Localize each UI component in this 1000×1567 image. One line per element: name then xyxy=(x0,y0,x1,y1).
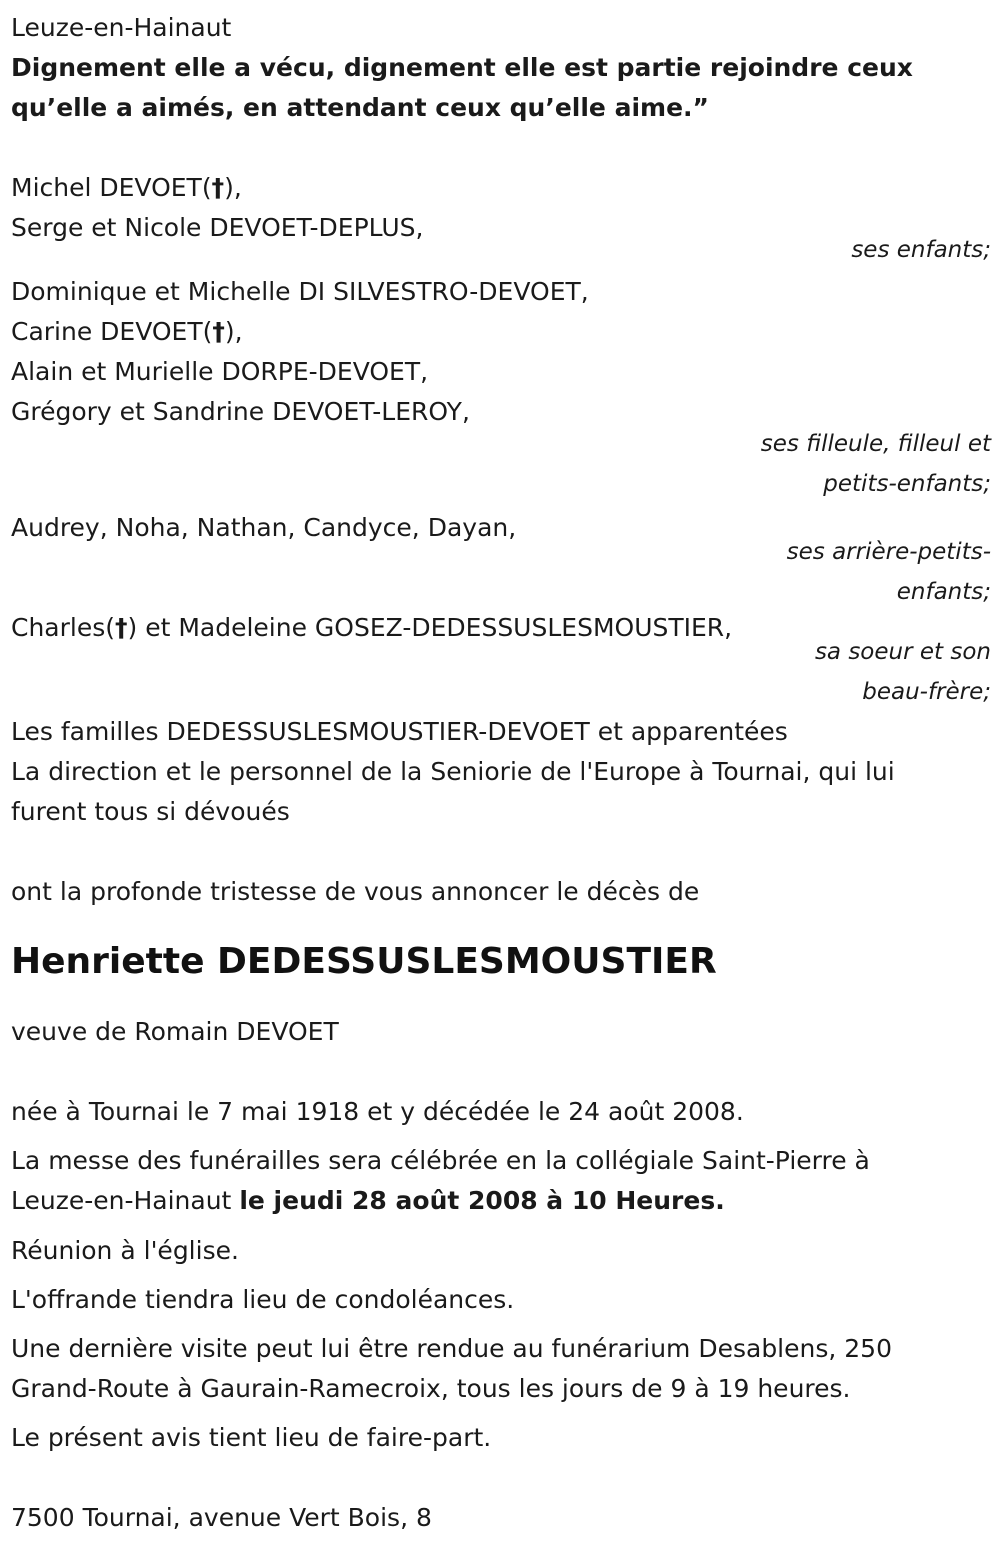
address: 7500 Tournai, avenue Vert Bois, 8 xyxy=(11,1503,432,1532)
families-line-3: furent tous si dévoués xyxy=(11,797,290,826)
spacer xyxy=(11,912,991,937)
great-grandchildren-names: Audrey, Noha, Nathan, Candyce, Dayan, xyxy=(11,513,517,542)
funeral-mass-line-2 xyxy=(11,1181,991,1221)
grandchild-gregory-sandrine: Grégory et Sandrine DEVOET-LEROY, xyxy=(11,397,470,426)
obituary-notice xyxy=(11,8,991,1538)
funeral-mass-line-1: La messe des funérailles sera célébrée en la collégiale Saint-Pierre à xyxy=(11,1146,870,1175)
child-michel xyxy=(11,168,991,208)
relation-grandchildren-line-2: petits-enfants; xyxy=(823,471,991,497)
spacer xyxy=(11,832,991,872)
notice-text: Le présent avis tient lieu de faire-part. xyxy=(11,1423,492,1452)
deceased-name: Henriette DEDESSUSLESMOUSTIER xyxy=(11,941,717,982)
families-line-1: Les familles DEDESSUSLESMOUSTIER-DEVOET et apparentées xyxy=(11,717,788,746)
relation-siblings-line-1: sa soeur et son xyxy=(814,639,991,665)
grandchild-carine-end: ), xyxy=(224,317,243,346)
grandchild-carine-name: Carine DEVOET( xyxy=(11,317,213,346)
child-michel-name: Michel DEVOET( xyxy=(11,173,212,202)
grandchild-alain-murielle: Alain et Murielle DORPE-DEVOET, xyxy=(11,357,429,386)
cross-icon: † xyxy=(115,613,128,642)
families-line-2: La direction et le personnel de la Seniorie de l'Europe à Tournai, qui lui xyxy=(11,757,895,786)
relation-siblings-line-2: beau-frère; xyxy=(862,679,991,705)
quote-line-2: qu’elle a aimés, en attendant ceux qu’elle aime.” xyxy=(11,93,709,122)
child-michel-end: ), xyxy=(224,173,242,202)
offering-note: L'offrande tiendra lieu de condoléances. xyxy=(11,1285,515,1314)
relation-children: ses enfants; xyxy=(851,237,991,263)
funeral-mass-date: le jeudi 28 août 2008 à 10 Heures. xyxy=(239,1186,725,1215)
visit-line-2: Grand-Route à Gaurain-Ramecroix, tous les jours de 9 à 19 heures. xyxy=(11,1374,851,1403)
sibling-charles-name: Charles( xyxy=(11,613,116,642)
birth-death-dates: née à Tournai le 7 mai 1918 et y décédée le 24 août 2008. xyxy=(11,1097,744,1126)
meeting-place: Réunion à l'église. xyxy=(11,1236,239,1265)
spacer xyxy=(11,987,991,1012)
child-serge-nicole: Serge et Nicole DEVOET-DEPLUS, xyxy=(11,213,424,242)
relation-great-grandchildren-line-1: ses arrière-petits- xyxy=(786,539,991,565)
spacer xyxy=(11,1458,991,1498)
sibling-madeleine-name: ) et Madeleine GOSEZ-DEDESSUSLESMOUSTIER, xyxy=(127,613,733,642)
announcement-text: ont la profonde tristesse de vous annoncer le décès de xyxy=(11,877,700,906)
spacer xyxy=(11,1052,991,1092)
relation-grandchildren-line-1: ses filleule, filleul et xyxy=(760,431,991,457)
quote-line-1: Dignement elle a vécu, dignement elle est partie rejoindre ceux xyxy=(11,53,913,82)
funeral-mass-place: Leuze-en-Hainaut xyxy=(11,1186,240,1215)
cross-icon: † xyxy=(211,173,225,202)
grandchild-dominique-michelle: Dominique et Michelle DI SILVESTRO-DEVOET, xyxy=(11,277,589,306)
relation-great-grandchildren-line-2: enfants; xyxy=(896,579,991,605)
visit-line-1: Une dernière visite peut lui être rendue au funérarium Desablens, 250 xyxy=(11,1334,892,1363)
spacer xyxy=(11,128,991,168)
town-name: Leuze-en-Hainaut xyxy=(11,13,232,42)
widow-of: veuve de Romain DEVOET xyxy=(11,1017,339,1046)
cross-icon: † xyxy=(212,317,225,346)
grandchild-carine xyxy=(11,312,991,352)
